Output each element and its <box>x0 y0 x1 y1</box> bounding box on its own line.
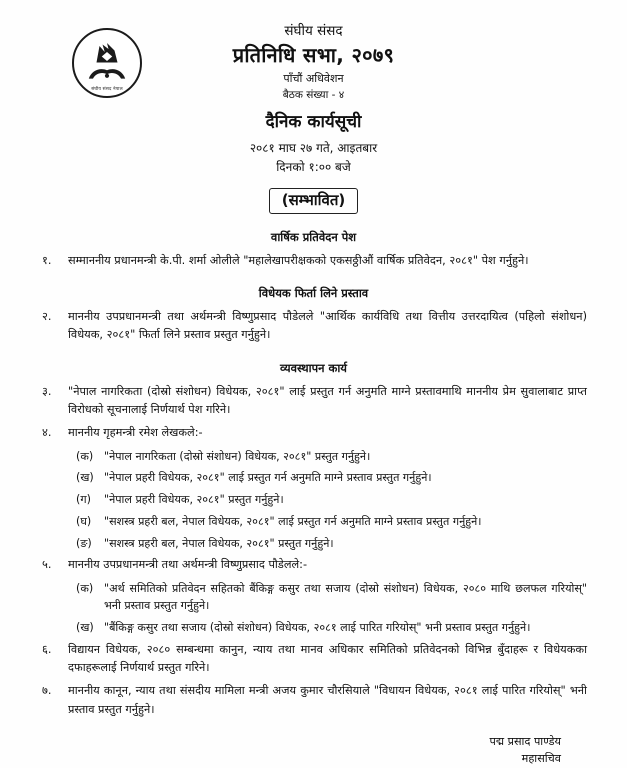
agenda-subitem <box>40 535 587 553</box>
agenda-subitem <box>40 448 587 466</box>
header-line-time: दिनको १:०० बजे <box>276 160 351 175</box>
agenda-subitem-text: "सशस्त्र प्रहरी बल, नेपाल विधेयक, २०८१" प्रस्तुत गर्नुहुने। <box>104 536 334 550</box>
agenda-item-number: २. <box>42 310 52 324</box>
agenda-subitem-text: "बैंकिङ्ग कसुर तथा सजाय (दोस्रो संशोधन) विधेयक, २०८१ लाई पारित गरियोस्" भनी प्रस्ताव प्रस्तुत गर्नुहुने। <box>104 621 531 635</box>
agenda-item-number: ४. <box>42 426 52 440</box>
header-badge-tentative: (सम्भावित) <box>269 188 359 214</box>
agenda-subitem-number: (घ) <box>76 514 92 528</box>
emblem-hands-shape <box>85 66 129 80</box>
agenda-subitem <box>40 619 587 637</box>
agenda-subitem-number: (क) <box>76 449 94 463</box>
agenda-item-text: माननीय कानून, न्याय तथा संसदीय मामिला मन्त्री अजय कुमार चौरसियाले "विधायन विधेयक, २०८१ लाई पारित गरियोस्" भनी प्रस्ताव प्रस्तुत गर्नुहुने। <box>68 684 587 716</box>
agenda-item-number: १. <box>42 253 52 267</box>
agenda-subitem-text: "नेपाल प्रहरी विधेयक, २०८१" लाई प्रस्तुत गर्न अनुमति माग्ने प्रस्ताव प्रस्तुत गर्नुहुने। <box>104 471 432 485</box>
agenda-item <box>40 308 587 345</box>
header-line-sitting-number: बैठक संख्या - ४ <box>282 89 345 102</box>
header-line-date: २०८१ माघ २७ गते, आइतबार <box>249 141 378 156</box>
agenda-subitem-text: "सशस्त्र प्रहरी बल, नेपाल विधेयक, २०८१" लाई प्रस्तुत गर्न अनुमति माग्ने प्रस्ताव प्रस्तुत गर्नुहुने। <box>104 514 482 528</box>
page-title: प्रतिनिधि सभा, २०७९ <box>232 43 395 68</box>
agenda-item-number: ३. <box>42 384 52 398</box>
agenda-subitem <box>40 513 587 531</box>
header-line-agenda-title: दैनिक कार्यसूची <box>265 112 362 133</box>
agenda-subitem <box>40 469 587 487</box>
agenda-subitem <box>40 491 587 509</box>
agenda-item-number: ५. <box>42 558 52 572</box>
agenda-item-number: ६. <box>42 642 52 656</box>
agenda-item-number: ७. <box>42 684 52 698</box>
agenda-item <box>40 641 587 678</box>
agenda-item-text: विद्यायन विधेयक, २०८० सम्बन्धमा कानुन, न्याय तथा मानव अधिकार समितिको प्रतिवेदनको विभिन्न बुँदाहरू र विधेयकका दफाहरूलाई निर्णयार्थ प्रस्तुत गरिने। <box>68 642 587 675</box>
header-line-session: पाँचौं अधिवेशन <box>283 72 344 86</box>
nepal-parliament-emblem <box>72 28 142 98</box>
section-title-legislative-business: व्यवस्थापन कार्य <box>280 360 347 375</box>
section-title-annual-report: वार्षिक प्रतिवेदन पेश <box>270 229 357 244</box>
header-line-organization: संघीय संसद <box>284 23 343 39</box>
agenda-subitem-text: "नेपाल प्रहरी विधेयक, २०८१" प्रस्तुत गर्नुहुने। <box>104 493 284 507</box>
agenda-item-text: माननीय उपप्रधानमन्त्री तथा अर्थमन्त्री विष्णुप्रसाद पौडेलले "आर्थिक कार्यविधि तथा वित्तीय उत्तरदायित्व (पहिलो संशोधन) विधेयक, २०८१" फिर्ता लिने प्रस्ताव प्रस्तुत गर्नुहुने। <box>68 310 587 342</box>
agenda-item <box>40 383 587 420</box>
agenda-item <box>40 252 587 270</box>
agenda-item <box>40 424 587 442</box>
agenda-item-text: माननीय उपप्रधानमन्त्री तथा अर्थमन्त्री विष्णुप्रसाद पौडेलले:- <box>68 558 308 572</box>
agenda-subitem-number: (ङ) <box>76 536 92 550</box>
agenda-item-text: "नेपाल नागरिकता (दोस्रो संशोधन) विधेयक, २०८१" लाई प्रस्तुत गर्न अनुमति माग्ने प्रस्तावमाथि माननीय प्रेम सुवालाबाट प्राप्त विरोधको सूचनालाई निर्णयार्थ पेश गरिने। <box>68 384 587 416</box>
agenda-item-text: सम्माननीय प्रधानमन्त्री के.पी. शर्मा ओलीले "महालेखापरीक्षकको एकसठ्ठीऔं वार्षिक प्रतिवेदन, २०८१" पेश गर्नुहुने। <box>68 253 529 267</box>
agenda-subitem-text: "नेपाल नागरिकता (दोस्रो संशोधन) विधेयक, २०८१" प्रस्तुत गर्नुहुने। <box>104 449 371 463</box>
section-title-bill-withdrawal: विधेयक फिर्ता लिने प्रस्ताव <box>258 286 369 301</box>
agenda-subitem-number: (क) <box>76 581 94 595</box>
agenda-item <box>40 556 587 574</box>
emblem-ribbon-text: संघीय संसद नेपाल <box>91 87 123 92</box>
signatory-designation: महासचिव <box>521 752 561 766</box>
signature-block <box>40 733 587 768</box>
agenda-item <box>40 682 587 719</box>
agenda-subitem-number: (ख) <box>76 621 94 635</box>
signatory-name: पद्म प्रसाद पाण्डेय <box>489 735 561 749</box>
agenda-subitem-number: (ग) <box>76 493 91 507</box>
agenda-item-text: माननीय गृहमन्त्री रमेश लेखकले:- <box>68 426 203 440</box>
agenda-subitem <box>40 580 587 616</box>
agenda-subitem-text: "अर्थ समितिको प्रतिवेदन सहितको बैंकिङ्ग कसुर तथा सजाय (दोस्रो संशोधन) विधेयक, २०८० माथि छलफल गरियोस्" भनी प्रस्ताव प्रस्तुत गर्नुहुने। <box>104 581 587 613</box>
agenda-subitem-number: (ख) <box>76 471 94 485</box>
